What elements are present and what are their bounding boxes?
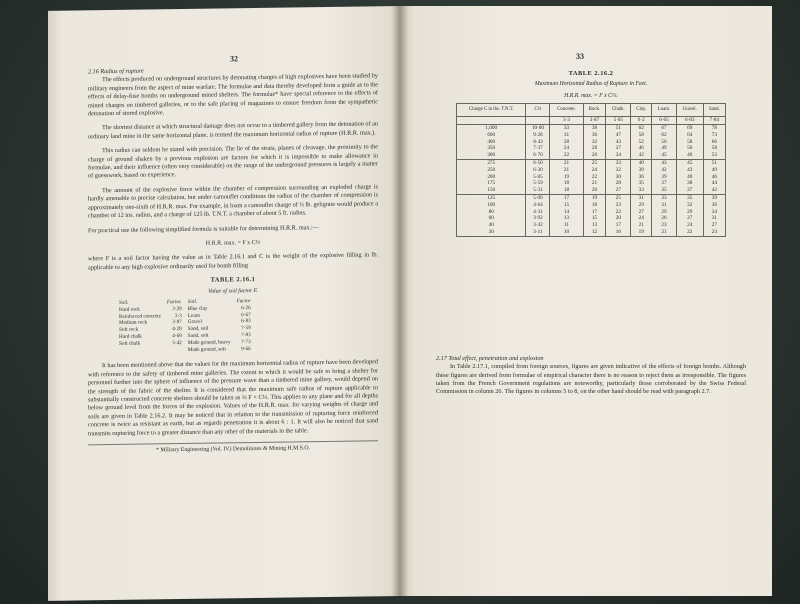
table-cell: 60 [457,215,526,222]
table-cell: Made ground, soft [187,345,226,353]
table-cell: Soft chalk [119,340,141,347]
table-cell: 38 [676,180,703,187]
table-cell: 58 [631,132,652,139]
table-cell: 15 [550,202,583,209]
table-cell: Medium rock [119,319,148,327]
table-2-16-2-formula: H.R.R. max. = F x C⅓. [564,92,618,99]
table-cell: 27 [631,209,652,216]
table-cell: 21 [652,229,676,236]
paragraph: This radius can seldom be stated with precision. The lie of the strata, planes of cleavage, the proximity to the charge of ground shaken by a previous explosion are factors for which it is impossible to make allowance in formulae, and their influence (often very considerable) on the range of the underground pressures is largely a matter of guesswork, based on experience. [88,143,378,180]
left-page-number: 32 [230,54,238,64]
table-cell: 35 [676,194,703,201]
table-cell: 24 [676,222,703,229]
table-cell: 56 [652,139,676,146]
table-cell: 46 [631,145,652,152]
table-cell: 24 [550,145,583,152]
table-cell: 5·42 [172,339,182,346]
factor-cell: 6·2 [631,117,652,125]
table-cell: Gravel [187,319,202,326]
table-cell: 27 [676,215,703,222]
table-cell: 3·3 [174,312,182,319]
table-cell: 49 [652,145,676,152]
table-cell: 26 [583,152,606,159]
table-cell: 35 [631,180,652,187]
column-header: Charge C in lbs. T.N.T. [457,104,526,117]
table-cell: 250 [457,167,526,174]
table-cell: 73 [703,132,725,139]
table-cell: 31 [703,215,725,222]
table-cell: 6·26 [241,304,251,311]
right-page-content [436,64,746,403]
table-cell: 29 [631,202,652,209]
table-cell: 51 [606,125,631,132]
table-row [457,152,726,159]
column-header: Loam. [652,104,676,117]
table-cell: 43 [676,167,703,174]
table-cell: 9·66 [241,345,251,352]
table-cell: 36 [703,202,725,209]
table-cell: 66 [703,139,725,146]
table-row [457,222,726,229]
factor-cell [526,117,550,125]
table-cell: 14 [550,209,583,216]
soil-factor-table [116,298,254,354]
table-cell: 31 [550,132,583,139]
table-2-16-2-subtitle: Maximum Horizontal Radius of Rupture in Feet. [534,81,648,88]
table-cell: 3·42 [526,222,550,229]
table-cell: 30 [457,229,526,236]
table-cell: 22 [606,209,631,216]
table-cell: 51 [703,160,725,167]
table-2-16-1-title: TABLE 2.16.1 [210,276,256,284]
table-cell: 40 [457,222,526,229]
table-cell: 32 [583,139,606,146]
table-cell: Reinforced concrete [119,312,161,320]
table-cell: 7·59 [241,325,251,332]
table-cell: Loam [187,312,200,319]
table-cell: 58 [676,139,703,146]
table-cell: 21 [631,222,652,229]
table-cell: 32 [606,167,631,174]
table-cell: 53 [703,152,725,159]
table-cell: 40 [676,174,703,181]
table-cell: 100 [457,202,526,209]
table-cell: 58 [703,145,725,152]
table-cell: 17 [550,194,583,201]
table-cell: 6·50 [526,160,550,167]
table-cell: 26 [652,215,676,222]
table-cell: 11 [550,222,583,229]
table-cell: 125 [457,194,526,201]
factor-row [457,117,726,125]
table-2-16-2-title: TABLE 2.16.2 [568,70,614,77]
table-row [457,229,726,236]
factor-cell: 6·83 [676,117,703,125]
table-cell [116,347,164,354]
table-cell: 33 [550,125,583,132]
table-row [457,209,726,216]
table-cell: 7·73 [241,338,251,345]
table-cell: 3·87 [172,319,182,326]
table-cell: 67 [652,125,676,132]
column-header: Sand. [703,104,725,117]
table-row [457,187,726,194]
soil-table-body [116,305,254,355]
table-cell: 62 [652,132,676,139]
table-cell: 39 [631,167,652,174]
table-cell: 22 [676,229,703,236]
table-cell: 44 [703,180,725,187]
book-gutter [392,6,408,596]
table-cell: 5·00 [526,194,550,201]
table-cell: 64 [676,132,703,139]
header-cell: Soil. [187,298,198,305]
column-header: Rock. [583,104,606,117]
table-cell: 400 [457,139,526,146]
table-cell: 27 [606,187,631,194]
table-cell: 43 [652,160,676,167]
table-cell: 17 [606,222,631,229]
table-cell: 15 [583,215,606,222]
table-cell: 34 [606,152,631,159]
paragraph: In Table 2.17.1, compiled from foreign sources, figures are given indicative of the effects of foreign bombs. Although these figures are derived from formulae of empirical character there is no reason to reject them as irresponsible. The figures taken from the French Government regulations are noteworthy, particularly those corroborated by the Swiss Federal Commission in column 26. The figures in columns 5 to 8, on the other hand should be read with paragraph 2.7. [436,363,746,396]
table-cell: 80 [457,209,526,216]
table-cell: 52 [631,139,652,146]
table-cell: 43 [606,139,631,146]
table-cell: 6·83 [241,318,251,325]
table-cell: 18 [583,202,606,209]
table-cell: 4·31 [526,209,550,216]
table-cell: 175 [457,180,526,187]
table-cell: 6·30 [526,167,550,174]
table-row [457,139,726,146]
table-cell: 275 [457,160,526,167]
table-cell: 29 [652,209,676,216]
table-cell: Sand, soft [187,332,209,339]
column-header: Gravel. [676,104,703,117]
table-cell: 50 [676,145,703,152]
table-cell: 3·29 [172,305,182,312]
table-cell: 20 [606,215,631,222]
paragraph: The effects produced on underground structures by detonating charges of high explosives have been studied by military engineers from the aspect of mine warfare. The formulae and data thereby developed form a guide as to the effects of delay-fuse bombs on underground mined shelters. The formulae* have special reference to the effects of mined charges on timbered galleries, or to the safe placing of magazines to ensure freedom from the sympathetic detonation of stored explosive. [88,72,378,118]
column-header: C⅓ [526,104,550,117]
table-cell: 5·59 [526,180,550,187]
table-cell: 24 [703,229,725,236]
factor-cell: 7·84 [703,117,725,125]
table-cell: 33 [652,194,676,201]
blank-space [436,237,746,355]
factor-cell: 3·3 [550,117,583,125]
table-cell: 28 [583,145,606,152]
table-cell: 33 [606,160,631,167]
table-cell: 39 [652,174,676,181]
table-cell: 20 [583,187,606,194]
table-cell: 24 [583,167,606,174]
factor-cell [457,117,526,125]
footnote: * Military Engineering (Vol. IV) Demolitions & Mining H.M.S.O. [88,440,378,455]
table-row [457,180,726,187]
table-cell: 19 [631,229,652,236]
table-cell: 49 [703,167,725,174]
table-row [457,194,726,201]
table-cell: Blue clay [187,305,208,312]
table-cell: 1,000 [457,125,526,132]
table-cell: 300 [457,152,526,159]
table-cell: 18 [550,187,583,194]
table-cell: 42 [703,187,725,194]
table-cell: 350 [457,145,526,152]
table-cell: 62 [631,125,652,132]
table-cell: 17 [583,209,606,216]
table-cell: 31 [652,202,676,209]
table-row [457,174,726,181]
table-cell: 23 [606,202,631,209]
table-row [457,125,726,132]
table-row [457,215,726,222]
table-cell: 22 [583,174,606,181]
rupture-radius-table [456,103,726,237]
table-cell: 150 [457,187,526,194]
left-page [48,6,400,601]
table-cell: 37 [652,180,676,187]
table-row [457,145,726,152]
table-header [457,104,726,117]
table-row [457,160,726,167]
table-2-16-1-subtitle: Value of soil factor F. [208,287,258,295]
column-header: Chalk. [606,104,631,117]
table-cell: 40 [631,160,652,167]
table-cell: 21 [550,167,583,174]
table-cell: 13 [583,222,606,229]
header-cell: Factor. [166,298,182,306]
table-cell: 37 [606,145,631,152]
table-cell: 13 [550,215,583,222]
table-row [457,132,726,139]
table-cell: 3·92 [526,215,550,222]
table-cell: 3·11 [526,229,550,236]
table-cell: 4·64 [526,202,550,209]
table-cell: 47 [606,132,631,139]
table-cell: 38 [583,125,606,132]
right-page-number: 33 [576,52,584,61]
factor-cell: 6·65 [652,117,676,125]
table-cell: 8·43 [526,139,550,146]
table-cell: 9·28 [526,132,550,139]
paragraph: It has been mentioned above that the values for the maximum horizontal radius of rupture have been developed with reference to the safety of timbered mine galleries. The extent to which it would be safe to bring a shelter for personnel further into the sphere of influence of the pressure wave than a timbered mine gallery, would depend on the strength of the fabric of the shelter. It is considered that the maximum safe radius of rupture applicable to substantially constructed concrete shelters should be taken as ⅔ F × C⅓. This applies to any plane and for all depths below ground level from the forces of the explosion. Values of the H.R.R. max. for varying weights of charge and soils are given in Table 2.16.2. It may be noticed that in relation to the transmission of rupturing force reinforced concrete is twice as resistant as earth, but as regards penetration it is about 6 : 1. It will also be noticed that sand transmits rupturing force to a greater distance than any other of the materials in the table. [88,358,378,437]
table-cell: 22 [550,152,583,159]
table-cell: 4·69 [172,332,182,340]
table-cell: 19 [583,194,606,201]
rupture-table-body [457,125,726,237]
table-cell: 29 [676,209,703,216]
column-header: Clay. [631,104,652,117]
table-cell: 30 [606,174,631,181]
table-cell: 31 [631,194,652,201]
table-cell: 4·29 [172,326,182,333]
section-title-2-17: 2.17 Total effect, penetration and explosion [436,354,544,362]
table-cell: 19 [550,174,583,181]
right-page [400,6,772,596]
table-cell: 33 [631,187,652,194]
table-cell: 28 [606,180,631,187]
column-header: Concrete. [550,104,583,117]
table-cell: 7·37 [526,145,550,152]
table-cell: 46 [676,152,703,159]
table-cell: 39 [703,194,725,201]
table-cell: 600 [457,132,526,139]
table-row [457,202,726,209]
table-cell: 37 [676,187,703,194]
table-cell: 46 [703,174,725,181]
paragraph: The amount of the explosive force within the chamber of compression surrounding an exploded charge is hardly amenable to precise calculation, but under camouflet conditions the radius of the chamber of compression is approximately one-sixth of H.R.R. max. For example, in loam a camouflet charge of ½ lb. gelignite would produce a chamber of 12 ins. radius, and a charge of 125 lb. T.N.T. a chamber of about 5 ft. radius. [88,183,378,220]
table-cell: 27 [703,222,725,229]
table-cell: 6·67 [241,311,251,318]
table-cell: 42 [631,152,652,159]
header-cell: Factor [236,298,251,305]
table-cell: 28 [550,139,583,146]
table-cell: 18 [550,180,583,187]
table-cell: 21 [550,160,583,167]
table-cell: 10 [550,229,583,236]
table-cell: 21 [583,180,606,187]
table-cell: 42 [652,167,676,174]
table-cell: 69 [676,125,703,132]
table-cell: 45 [676,160,703,167]
header-cell: Soil. [119,299,129,306]
table-cell: 6·70 [526,152,550,159]
left-page-content [88,64,378,455]
paragraph: For practical use the following simplified formula is suitable for determining H.R.R. max.:— [88,223,319,234]
paragraph: where F is a soil factor having the value as in Table 2.16.1 and C is the weight of the explosive filling in lb. applicable to any high explosive ordinarily used for bomb filling [88,251,378,272]
table-cell: Soft rock [119,326,139,334]
table-cell: 34 [703,209,725,216]
table-cell: 45 [652,152,676,159]
table-cell: Hard rock [119,306,140,313]
table-cell: 25 [606,194,631,201]
table-cell: 24 [631,215,652,222]
table-cell: Sand, soil [187,325,209,333]
table-cell: 12 [583,229,606,236]
table-cell: 23 [652,222,676,229]
table-cell: 7·83 [241,332,251,339]
table-cell: 16 [606,229,631,236]
table-cell: 5·85 [526,174,550,181]
section-title-2-16: 2.16 Radius of rupture [88,67,144,76]
table-cell: 36 [631,174,652,181]
table-cell [164,347,185,354]
table-row [457,167,726,174]
table-cell: 35 [652,187,676,194]
factor-cell: 5·05 [606,117,631,125]
table-cell: 78 [703,125,725,132]
table-cell: Made ground, heavy [187,339,231,346]
table-cell: 25 [583,160,606,167]
table-cell: 5·31 [526,187,550,194]
table-cell: 32 [676,202,703,209]
formula: H.R.R. max. = F x C⅓ [205,239,261,247]
paragraph: The shortest distance at which structural damage does not occur to a timbered gallery from the detonation of an ordinary land mine in the same horizontal plane, is termed the maximum horizontal radius of rupture (H.R.R. max.). [88,120,378,141]
table-cell: 200 [457,174,526,181]
table-cell: 10·00 [526,125,550,132]
factor-cell: 3·87 [583,117,606,125]
table-cell: 36 [583,132,606,139]
table-cell: Hard chalk [119,333,142,340]
